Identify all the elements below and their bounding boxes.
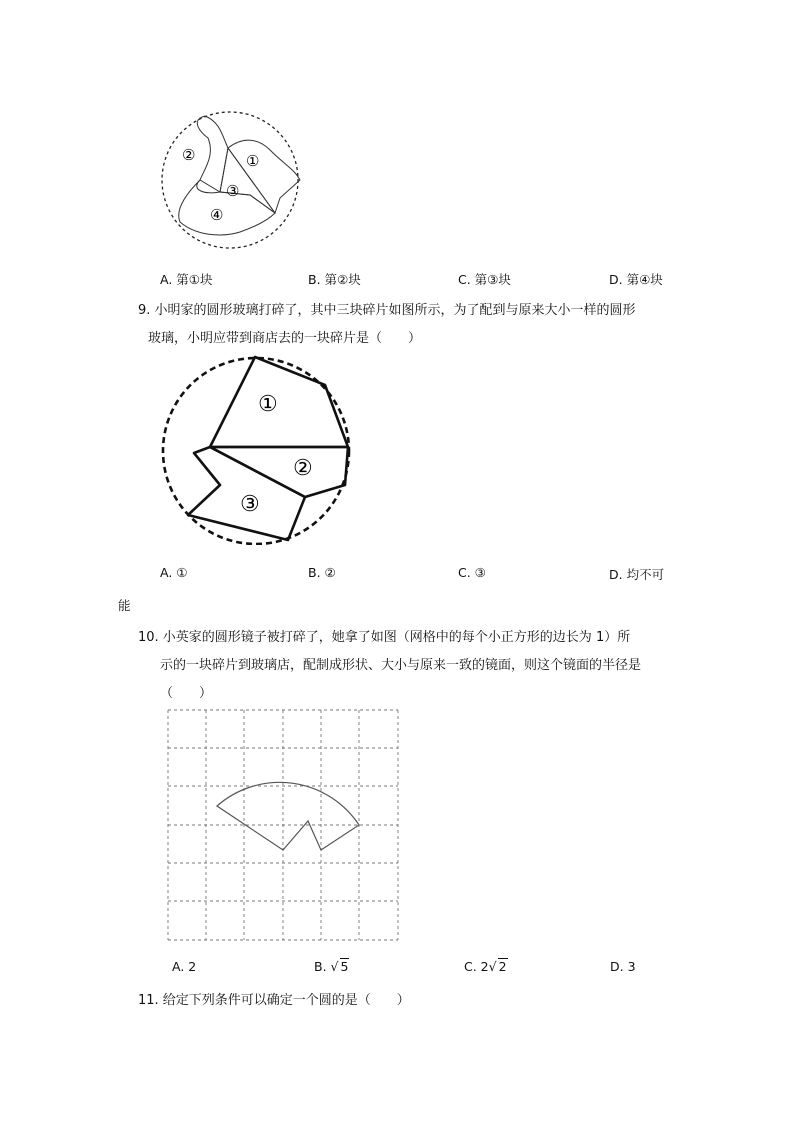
q10-text-line1: 10. 小英家的圆形镜子被打碎了，她拿了如图（网格中的每个小正方形的边长为 1）所 [138,630,631,645]
sqrt-symbol: √ 2 [488,959,507,974]
q9-text-line2: 玻璃，小明应带到商店去的一块碎片是（ ） [148,331,422,346]
q8-option-d[interactable]: D. 第④块 [609,272,663,287]
q9-text-line1: 9. 小明家的圆形玻璃打碎了，其中三块碎片如图所示，为了配到与原来大小一样的圆形 [138,303,636,318]
q10-option-a[interactable]: A. 2 [172,959,197,974]
q8-label: ④ [210,206,224,224]
q9-option-b[interactable]: B. ② [308,565,336,580]
sqrt-symbol: √ 5 [330,959,349,974]
q10-grid-figure [166,708,402,944]
q10-option-b-prefix: B. [314,959,331,974]
q9-label: ① [258,392,278,417]
q10-option-c-prefix: C. 2 [464,959,489,974]
q11-text-line1: 11. 给定下列条件可以确定一个圆的是（ ） [138,993,410,1008]
q10-option-d[interactable]: D. 3 [610,959,636,974]
q8-option-b[interactable]: B. 第②块 [308,272,361,287]
q9-figure [160,355,356,545]
q10-grid [168,710,398,940]
q8-fragment-1 [228,140,300,213]
q9-option-d-wrap: 能 [118,598,131,613]
q9-fragment-1 [210,357,348,447]
q8-figure [160,110,302,252]
q10-option-b-radicand: 5 [340,959,349,974]
q10-text-line3: （ ） [160,686,213,701]
q10-option-c[interactable] [464,959,508,974]
q8-option-a[interactable]: A. 第①块 [160,272,213,287]
q8-label: ③ [226,182,240,200]
q10-option-b[interactable] [314,959,349,974]
q9-fragment-2 [210,447,348,497]
q9-option-a[interactable]: A. ① [160,565,188,580]
q9-label: ③ [240,492,260,517]
q8-label: ① [246,152,260,170]
q8-dashed-circle [162,112,298,248]
q9-label: ② [293,456,313,481]
q10-mirror-fragment [217,782,359,850]
q9-option-c[interactable]: C. ③ [458,565,486,580]
q9-option-d[interactable]: D. 均不可 [609,567,665,582]
q10-option-c-radicand: 2 [498,959,507,974]
q8-option-c[interactable]: C. 第③块 [458,272,511,287]
q8-label: ② [182,146,196,164]
q10-text-line2: 示的一块碎片到玻璃店，配制成形状、大小与原来一致的镜面，则这个镜面的半径是 [160,658,642,673]
